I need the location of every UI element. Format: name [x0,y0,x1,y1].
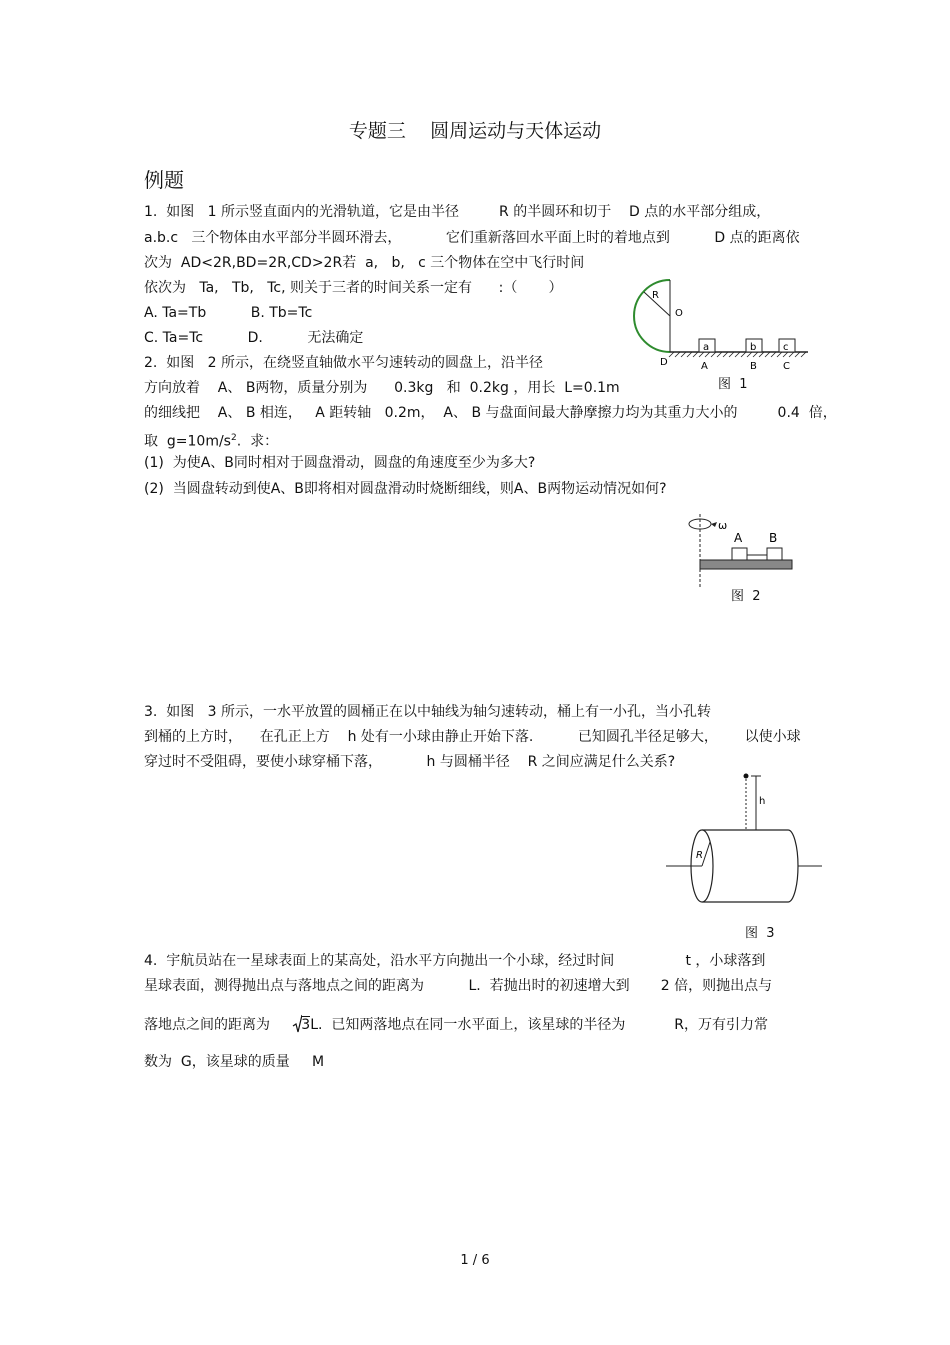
q3-line-3: 穿过时不受阻碍，要使小球穿桶下落， h 与圆桶半径 R 之间应满足什么关系? [144,754,676,770]
q1-line-1: 1. 如图 1 所示竖直面内的光滑轨道，它是由半径 R 的半圆环和切于 D 点的水平部分组成， [144,204,771,220]
label-omega: ω [718,519,728,532]
q2-line-2: 方向放着 A、 B两物，质量分别为 0.3kg 和 0.2kg ，用长 L=0.1m [144,380,620,396]
arrowhead-icon [711,522,717,527]
ball-icon [744,774,749,779]
sqrt-radicand: 3 [301,1017,311,1033]
label-b: b [750,342,757,353]
figure-3-diagram [666,770,822,916]
block-B [767,548,782,560]
q4-line-3-text: 落地点之间的距离为 [144,1017,293,1033]
q1-line-3: 次为 AD<2R,BD=2R,CD>2R若 a, b, c 三个物体在空中飞行时间 [144,255,585,271]
figure-2-caption: 图 2 [731,589,761,604]
label-O: O [675,308,683,319]
q3-line-2: 到桶的上方时， 在孔正上方 h 处有一小球由静止开始下落. 已知圆孔半径足够大， 以使小球 [144,729,801,745]
label-B: B [769,531,778,545]
page-number: 1 / 6 [460,1253,490,1268]
q2-exponent: 2 [230,433,237,443]
cylinder-body [702,830,798,902]
q2-line-4 [144,429,278,451]
q4-line-1: 4. 宇航员站在一星球表面上的某高处，沿水平方向抛出一个小球，经过时间 t ，小球落到 [144,953,766,969]
sqrt-expression [292,1016,310,1034]
label-h: h [759,796,766,807]
label-R: R [652,290,659,301]
q2-sub-1: (1) 为使A、B同时相对于圆盘滑动，圆盘的角速度至少为多大? [144,455,536,471]
q3-line-1: 3. 如图 3 所示，一水平放置的圆桶正在以中轴线为轴匀速转动，桶上有一小孔，当小孔转 [144,704,711,720]
section-heading: 例题 [144,168,184,192]
figure-2-diagram [676,510,800,590]
disk-surface [700,560,792,569]
q2-line-4-text: 取 g=10m/s [144,433,231,450]
q4-line-4: 数为 G，该星球的质量 M [144,1054,325,1070]
sqrt-sign-icon [292,1014,302,1034]
label-C: C [783,361,790,372]
label-a: a [703,342,710,353]
block-A [732,548,747,560]
q2-line-1: 2. 如图 2 所示，在绕竖直轴做水平匀速转动的圆盘上，沿半径 [144,355,543,371]
label-B: B [750,361,757,372]
label-D: D [660,357,668,368]
q4-line-2: 星球表面，测得抛出点与落地点之间的距离为 L. 若抛出时的初速增大到 2 倍，则抛出点与 [144,978,773,994]
q2-line-4-tail: . 求： [236,433,279,450]
figure-1-caption: 图 1 [718,377,748,392]
q1-options-cd: C. Ta=Tc D. 无法确定 [144,330,364,346]
q4-line-3-tail: L. 已知两落地点在同一水平面上，该星球的半径为 R，万有引力常 [310,1017,769,1033]
label-A: A [701,361,708,372]
label-R: R [696,850,703,861]
q1-options-ab: A. Ta=Tb B. Tb=Tc [144,305,313,321]
q4-line-3 [144,1016,768,1034]
q1-line-4: 依次为 Ta, Tb, Tc, 则关于三者的时间关系一定有 :（ ） [144,280,563,296]
label-c: c [783,342,789,353]
figure-3-caption: 图 3 [745,926,775,941]
figure-1-diagram [622,268,812,392]
q2-line-3: 的细线把 A、 B 相连， A 距转轴 0.2m， A、 B 与盘面间最大静摩擦力均为其重力大小的 0.4 倍， [144,405,837,421]
q1-line-2: a.b.c 三个物体由水平部分半圆环滑去， 它们重新落回水平面上时的着地点到 D 点的距离依 [144,230,800,246]
q2-sub-2: (2) 当圆盘转动到使A、B即将相对圆盘滑动时烧断细线，则A、B两物运动情况如何? [144,481,667,497]
page-title: 专题三 圆周运动与天体运动 [348,120,602,142]
label-A: A [734,531,743,545]
